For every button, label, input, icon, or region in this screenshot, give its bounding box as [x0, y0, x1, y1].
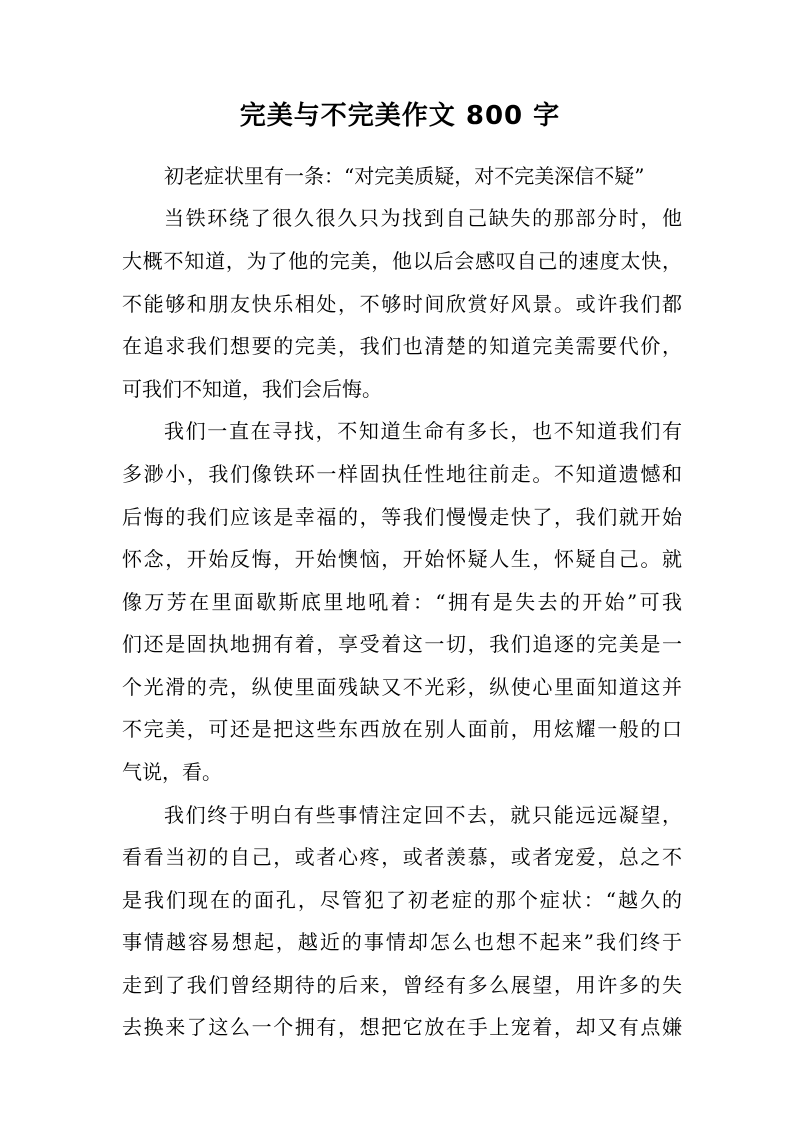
- paragraph-line: 去换来了这么一个拥有，想把它放在手上宠着，却又有点嫌: [122, 1015, 682, 1039]
- paragraph-line: 看看当初的自己，或者心疼，或者羡慕，或者宠爱，总之不: [122, 845, 682, 869]
- paragraph-line: 我们一直在寻找，不知道生命有多长，也不知道我们有: [164, 419, 682, 443]
- paragraph-line: 事情越容易想起，越近的事情却怎么也想不起来”我们终于: [122, 930, 682, 954]
- paragraph-line: 是我们现在的面孔，尽管犯了初老症的那个症状：“越久的: [122, 888, 682, 912]
- paragraph-line: 们还是固执地拥有着，享受着这一切，我们追逐的完美是一: [122, 632, 682, 656]
- paragraph-line: 后悔的我们应该是幸福的，等我们慢慢走快了，我们就开始: [122, 505, 682, 529]
- paragraph-line: 大概不知道，为了他的完美，他以后会感叹自己的速度太快，: [122, 249, 682, 273]
- paragraph-line: 走到了我们曾经期待的后来，曾经有多么展望，用许多的失: [122, 973, 682, 997]
- paragraph-line: 不能够和朋友快乐相处，不够时间欣赏好风景。或许我们都: [122, 292, 682, 316]
- paragraph-line: 多渺小，我们像铁环一样固执任性地往前走。不知道遗憾和: [122, 462, 682, 486]
- paragraph-line: 当铁环绕了很久很久只为找到自己缺失的那部分时，他: [164, 206, 682, 230]
- paragraph-line: 在追求我们想要的完美，我们也清楚的知道完美需要代价，: [122, 334, 682, 358]
- document-title: 完美与不完美作文 800 字: [239, 101, 561, 131]
- paragraph-line: 初老症状里有一条：“对完美质疑，对不完美深信不疑”: [164, 164, 645, 188]
- paragraph-line: 像万芳在里面歇斯底里地吼着：“拥有是失去的开始”可我: [122, 590, 682, 614]
- paragraph-line: 我们终于明白有些事情注定回不去，就只能远远凝望，: [164, 803, 682, 827]
- paragraph-line: 个光滑的壳，纵使里面残缺又不光彩，纵使心里面知道这并: [122, 675, 682, 699]
- paragraph-line: 可我们不知道，我们会后悔。: [122, 377, 382, 401]
- paragraph-line: 不完美，可还是把这些东西放在别人面前，用炫耀一般的口: [122, 717, 682, 741]
- paragraph-line: 怀念，开始反悔，开始懊恼，开始怀疑人生，怀疑自己。就: [122, 547, 682, 571]
- paragraph-line: 气说，看。: [122, 760, 222, 784]
